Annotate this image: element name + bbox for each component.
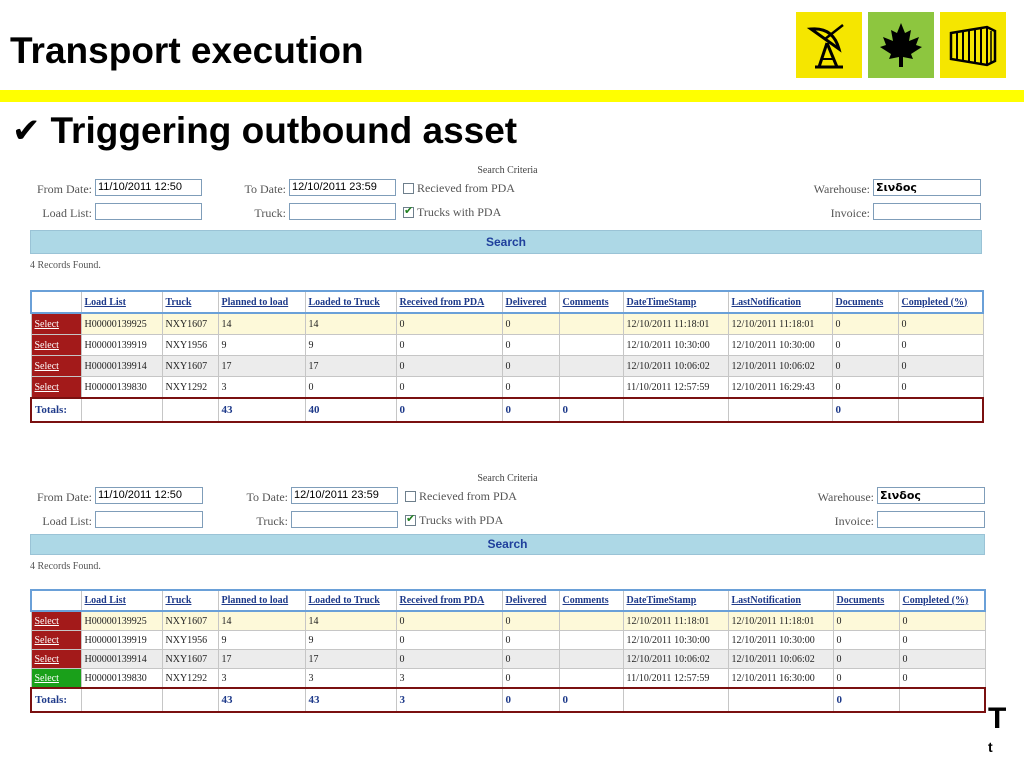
table-cell: 0 bbox=[396, 611, 502, 631]
load-list-label: Load List: bbox=[42, 514, 92, 528]
search-criteria-title: Search Criteria bbox=[477, 473, 538, 484]
totals-cell bbox=[623, 398, 728, 422]
column-header[interactable]: Received from PDA bbox=[396, 590, 502, 611]
totals-cell: 0 bbox=[832, 398, 898, 422]
column-header[interactable]: Completed (%) bbox=[899, 590, 985, 611]
table-row bbox=[31, 356, 983, 377]
received-from-pda-checkbox[interactable] bbox=[403, 181, 515, 196]
totals-cell: 0 bbox=[502, 398, 559, 422]
table-cell: 14 bbox=[305, 611, 396, 631]
container-logo bbox=[940, 12, 1006, 78]
checkbox-box[interactable] bbox=[405, 491, 416, 502]
table-cell: 12/10/2011 16:30:00 bbox=[728, 669, 833, 689]
invoice-label: Invoice: bbox=[830, 206, 870, 220]
table-cell bbox=[559, 377, 623, 399]
table-cell: 12/10/2011 10:30:00 bbox=[728, 335, 832, 356]
column-header[interactable]: LastNotification bbox=[728, 590, 833, 611]
table-cell: 0 bbox=[502, 669, 559, 689]
table-cell: H00000139919 bbox=[81, 335, 162, 356]
table-cell: 0 bbox=[396, 335, 502, 356]
table-cell: 0 bbox=[396, 356, 502, 377]
totals-row bbox=[31, 398, 983, 422]
checkbox-box-checked[interactable] bbox=[403, 207, 414, 218]
select-link[interactable]: Select bbox=[31, 356, 81, 377]
table-cell: NXY1607 bbox=[162, 650, 218, 669]
column-header[interactable]: Delivered bbox=[502, 291, 559, 313]
table-cell: H00000139925 bbox=[81, 313, 162, 335]
table-cell: 12/10/2011 11:18:01 bbox=[728, 313, 832, 335]
invoice-input[interactable] bbox=[873, 203, 981, 220]
table-cell: 12/10/2011 10:30:00 bbox=[623, 335, 728, 356]
table-cell: 0 bbox=[502, 356, 559, 377]
table-cell: 12/10/2011 10:06:02 bbox=[728, 356, 832, 377]
column-header[interactable]: Planned to load bbox=[218, 291, 305, 313]
column-header[interactable]: Comments bbox=[559, 291, 623, 313]
table-cell: 12/10/2011 16:29:43 bbox=[728, 377, 832, 399]
table-cell: 0 bbox=[833, 631, 899, 650]
form-row-filters bbox=[30, 202, 985, 226]
table-cell: 17 bbox=[305, 650, 396, 669]
table-cell: NXY1956 bbox=[162, 631, 218, 650]
table-cell: 17 bbox=[305, 356, 396, 377]
search-button[interactable]: Search bbox=[30, 230, 982, 254]
truck-label: Truck: bbox=[256, 514, 288, 528]
to-date-label: To Date: bbox=[246, 490, 288, 504]
maple-leaf-icon bbox=[875, 19, 927, 71]
table-cell: 0 bbox=[502, 631, 559, 650]
totals-label: Totals: bbox=[31, 688, 81, 712]
totals-cell: 0 bbox=[559, 688, 623, 712]
table-cell: NXY1607 bbox=[162, 313, 218, 335]
select-link[interactable]: Select bbox=[31, 669, 81, 689]
table-cell: 0 bbox=[898, 356, 983, 377]
select-link[interactable]: Select bbox=[31, 313, 81, 335]
received-from-pda-label: Recieved from PDA bbox=[417, 181, 515, 195]
table-cell: H00000139914 bbox=[81, 650, 162, 669]
table-cell: H00000139919 bbox=[81, 631, 162, 650]
totals-cell: 43 bbox=[305, 688, 396, 712]
table-cell: 12/10/2011 10:06:02 bbox=[728, 650, 833, 669]
totals-cell bbox=[623, 688, 728, 712]
load-list-label: Load List: bbox=[42, 206, 92, 220]
table-cell bbox=[559, 313, 623, 335]
truck-input[interactable] bbox=[289, 203, 396, 220]
table-cell: 17 bbox=[218, 650, 305, 669]
table-row bbox=[31, 377, 983, 399]
column-header[interactable]: Loaded to Truck bbox=[305, 291, 396, 313]
table-cell: 3 bbox=[218, 377, 305, 399]
to-date-input[interactable]: 12/10/2011 23:59 bbox=[289, 179, 396, 196]
select-link[interactable]: Select bbox=[31, 631, 81, 650]
table-cell: H00000139914 bbox=[81, 356, 162, 377]
invoice-input[interactable] bbox=[877, 511, 985, 528]
table-cell: 12/10/2011 10:06:02 bbox=[623, 356, 728, 377]
table-cell: NXY1292 bbox=[162, 377, 218, 399]
column-header[interactable]: DateTimeStamp bbox=[623, 291, 728, 313]
maple-leaf-logo bbox=[868, 12, 934, 78]
table-row bbox=[31, 335, 983, 356]
column-header[interactable]: Load List bbox=[81, 590, 162, 611]
table-cell: 14 bbox=[218, 611, 305, 631]
table-cell: 3 bbox=[218, 669, 305, 689]
column-header[interactable]: Truck bbox=[162, 590, 218, 611]
search-button[interactable]: Search bbox=[30, 534, 985, 555]
totals-cell bbox=[81, 398, 162, 422]
trucks-with-pda-checkbox[interactable] bbox=[405, 513, 503, 528]
totals-cell: 43 bbox=[218, 398, 305, 422]
table-cell: 3 bbox=[396, 669, 502, 689]
table-cell: H00000139830 bbox=[81, 377, 162, 399]
column-header[interactable]: Documents bbox=[832, 291, 898, 313]
table-cell: 0 bbox=[833, 611, 899, 631]
table-cell: 12/10/2011 11:18:01 bbox=[623, 611, 728, 631]
bullet-point bbox=[12, 110, 517, 152]
table-cell: 0 bbox=[502, 335, 559, 356]
table-cell: 11/10/2011 12:57:59 bbox=[623, 669, 728, 689]
table-cell: 14 bbox=[218, 313, 305, 335]
truck-input[interactable] bbox=[291, 511, 398, 528]
warehouse-label: Warehouse: bbox=[813, 182, 870, 196]
checkbox-box[interactable] bbox=[403, 183, 414, 194]
column-header[interactable]: Delivered bbox=[502, 590, 559, 611]
table-cell: 0 bbox=[899, 669, 985, 689]
select-link[interactable]: Select bbox=[31, 377, 81, 399]
table-cell bbox=[559, 631, 623, 650]
table-cell: NXY1607 bbox=[162, 611, 218, 631]
table-cell: 0 bbox=[502, 611, 559, 631]
trucks-with-pda-label: Trucks with PDA bbox=[417, 205, 502, 219]
trucks-with-pda-label: Trucks with PDA bbox=[419, 513, 504, 527]
corner-text: T bbox=[988, 702, 1007, 735]
column-header[interactable]: Truck bbox=[162, 291, 218, 313]
column-header[interactable]: Planned to load bbox=[218, 590, 305, 611]
totals-cell: 0 bbox=[833, 688, 899, 712]
table-cell: 12/10/2011 10:30:00 bbox=[623, 631, 728, 650]
form-row-filters bbox=[30, 510, 985, 530]
invoice-label: Invoice: bbox=[834, 514, 874, 528]
table-cell bbox=[559, 356, 623, 377]
table-cell: 0 bbox=[899, 611, 985, 631]
table-row bbox=[31, 650, 985, 669]
table-cell bbox=[559, 611, 623, 631]
table-cell: NXY1292 bbox=[162, 669, 218, 689]
to-date-label: To Date: bbox=[244, 182, 286, 196]
table-cell: 9 bbox=[305, 335, 396, 356]
received-from-pda-checkbox[interactable] bbox=[405, 489, 517, 504]
table-cell: 0 bbox=[898, 377, 983, 399]
totals-cell: 0 bbox=[559, 398, 623, 422]
table-cell: 0 bbox=[502, 377, 559, 399]
to-date-input[interactable]: 12/10/2011 23:59 bbox=[291, 487, 398, 504]
table-cell: 0 bbox=[502, 313, 559, 335]
search-panel-before bbox=[30, 164, 985, 423]
corner-text-small: t bbox=[988, 739, 993, 755]
table-cell: 12/10/2011 10:06:02 bbox=[623, 650, 728, 669]
totals-cell bbox=[898, 398, 983, 422]
from-date-input[interactable]: 11/10/2011 12:50 bbox=[95, 487, 203, 504]
satellite-dish-icon bbox=[803, 19, 855, 71]
column-header[interactable]: Received from PDA bbox=[396, 291, 502, 313]
table-cell: 0 bbox=[899, 650, 985, 669]
table-cell: 0 bbox=[898, 313, 983, 335]
table-cell: 0 bbox=[832, 313, 898, 335]
table-cell: 9 bbox=[218, 631, 305, 650]
from-date-label: From Date: bbox=[37, 490, 92, 504]
records-found-text: 4 Records Found. bbox=[30, 561, 101, 572]
received-from-pda-label: Recieved from PDA bbox=[419, 489, 517, 503]
table-cell: 12/10/2011 10:30:00 bbox=[728, 631, 833, 650]
table-cell: 0 bbox=[832, 335, 898, 356]
select-link[interactable]: Select bbox=[31, 650, 81, 669]
table-cell: 0 bbox=[396, 377, 502, 399]
totals-cell bbox=[162, 688, 218, 712]
totals-cell: 0 bbox=[502, 688, 559, 712]
warehouse-input[interactable]: Σινδος bbox=[877, 487, 985, 504]
records-found-text: 4 Records Found. bbox=[30, 260, 101, 271]
table-cell: 9 bbox=[218, 335, 305, 356]
table-cell: 12/10/2011 11:18:01 bbox=[728, 611, 833, 631]
warehouse-label: Warehouse: bbox=[817, 490, 874, 504]
table-cell: 0 bbox=[899, 631, 985, 650]
table-cell: 0 bbox=[833, 650, 899, 669]
table-cell: 0 bbox=[832, 377, 898, 399]
column-header[interactable]: Completed (%) bbox=[898, 291, 983, 313]
table-header-row bbox=[31, 291, 983, 313]
checkmark-icon: ✔ bbox=[12, 112, 41, 150]
search-criteria-title: Search Criteria bbox=[477, 165, 538, 176]
table-cell: 0 bbox=[396, 631, 502, 650]
warehouse-input[interactable]: Σινδος bbox=[873, 179, 981, 196]
from-date-label: From Date: bbox=[37, 182, 92, 196]
column-header-select bbox=[31, 590, 81, 611]
column-header[interactable]: LastNotification bbox=[728, 291, 832, 313]
trucks-with-pda-checkbox[interactable] bbox=[403, 205, 501, 220]
table-cell: 11/10/2011 12:57:59 bbox=[623, 377, 728, 399]
bullet-text: Triggering outbound asset bbox=[50, 110, 518, 151]
shipping-container-icon bbox=[947, 19, 999, 71]
column-header-select bbox=[31, 291, 81, 313]
form-row-dates bbox=[30, 486, 985, 510]
table-cell: 14 bbox=[305, 313, 396, 335]
totals-cell bbox=[162, 398, 218, 422]
select-link[interactable]: Select bbox=[31, 335, 81, 356]
table-row bbox=[31, 611, 985, 631]
totals-cell bbox=[728, 688, 833, 712]
table-cell: H00000139925 bbox=[81, 611, 162, 631]
table-cell bbox=[559, 335, 623, 356]
results-table bbox=[30, 589, 986, 713]
column-header[interactable]: Loaded to Truck bbox=[305, 590, 396, 611]
search-panel-after bbox=[30, 472, 985, 713]
table-cell: NXY1607 bbox=[162, 356, 218, 377]
totals-row bbox=[31, 688, 985, 712]
table-cell: 0 bbox=[833, 669, 899, 689]
table-cell: NXY1956 bbox=[162, 335, 218, 356]
table-cell: 17 bbox=[218, 356, 305, 377]
table-cell: 0 bbox=[832, 356, 898, 377]
table-cell: 0 bbox=[396, 650, 502, 669]
totals-cell: 40 bbox=[305, 398, 396, 422]
totals-cell: 0 bbox=[396, 398, 502, 422]
table-cell: 3 bbox=[305, 669, 396, 689]
table-cell: 0 bbox=[898, 335, 983, 356]
table-row bbox=[31, 631, 985, 650]
column-header[interactable]: Comments bbox=[559, 590, 623, 611]
table-cell: 0 bbox=[396, 313, 502, 335]
column-header[interactable]: DateTimeStamp bbox=[623, 590, 728, 611]
totals-cell: 43 bbox=[218, 688, 305, 712]
truck-label: Truck: bbox=[254, 206, 286, 220]
table-cell: 12/10/2011 11:18:01 bbox=[623, 313, 728, 335]
totals-cell bbox=[728, 398, 832, 422]
results-table bbox=[30, 290, 984, 423]
slide-title: Transport execution bbox=[10, 30, 364, 71]
table-cell bbox=[559, 669, 623, 689]
table-row bbox=[31, 313, 983, 335]
table-cell bbox=[559, 650, 623, 669]
load-list-input[interactable] bbox=[95, 203, 202, 220]
table-header-row bbox=[31, 590, 985, 611]
column-header[interactable]: Load List bbox=[81, 291, 162, 313]
table-cell: 9 bbox=[305, 631, 396, 650]
totals-label: Totals: bbox=[31, 398, 81, 422]
totals-cell: 3 bbox=[396, 688, 502, 712]
totals-cell bbox=[81, 688, 162, 712]
table-row bbox=[31, 669, 985, 689]
load-list-input[interactable] bbox=[95, 511, 203, 528]
column-header[interactable]: Documents bbox=[833, 590, 899, 611]
form-row-dates bbox=[30, 178, 985, 202]
totals-cell bbox=[899, 688, 985, 712]
table-cell: 0 bbox=[502, 650, 559, 669]
checkbox-box-checked[interactable] bbox=[405, 515, 416, 526]
select-link[interactable]: Select bbox=[31, 611, 81, 631]
table-cell: 0 bbox=[305, 377, 396, 399]
table-cell: H00000139830 bbox=[81, 669, 162, 689]
from-date-input[interactable]: 11/10/2011 12:50 bbox=[95, 179, 202, 196]
satellite-dish-logo bbox=[796, 12, 862, 78]
title-divider-bar bbox=[0, 90, 1024, 102]
